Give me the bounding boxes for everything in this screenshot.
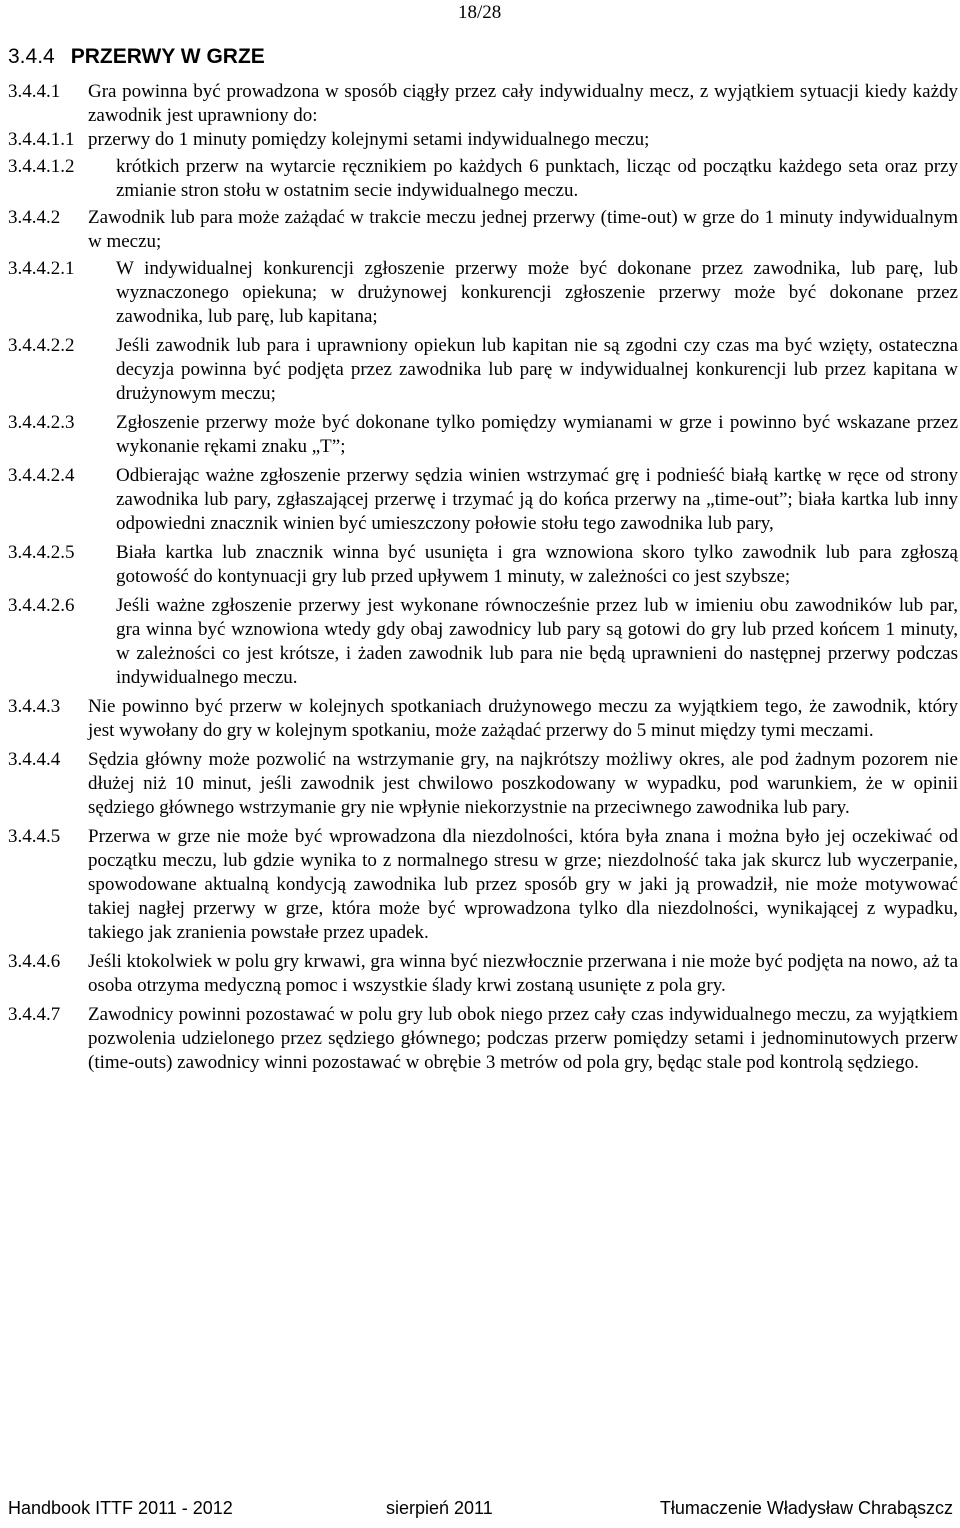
rule-paragraph (8, 80, 958, 128)
rule-text: Przerwa w grze nie może być wprowadzona dla niezdolności, która była znana i można było jej oczekiwać od początku meczu, lub gdzie wynika to z normalnego stresu w grze; niezdolność taka jak skurcz lub wyczerpanie, spowodowane aktualną kondycją zawodnika lub przez sposób gry w jaki ją prowadził, nie może motywować takiej nagłej przerwy w grze, która może być wprowadzona tylko dla niezdolności, wynikającej z wypadku, takiego jak zranienia powstałe przez upadek. (88, 826, 958, 943)
rule-paragraph (8, 1003, 958, 1075)
rule-number: 3.4.4.6 (8, 951, 61, 972)
rule-text: Nie powinno być przerw w kolejnych spotkaniach drużynowego meczu za wyjątkiem tego, że zawodnik, który jest wywołany do gry w kolejnym spotkaniu, może zażądać przerwy do 5 minut między tymi meczami. (88, 696, 958, 741)
rule-paragraph (8, 950, 958, 998)
rule-paragraph (8, 257, 958, 329)
rule-paragraph (8, 748, 958, 820)
rule-paragraph (8, 695, 958, 743)
rule-text: Sędzia główny może pozwolić na wstrzymanie gry, na najkrótszy możliwy okres, ale pod żadnym pozorem nie dłużej niż 10 minut, jeśli zawodnik jest chwilowo poszkodowany w wypadku, pod warunkiem, że w opinii sędziego głównego wstrzymanie gry nie wpłynie niekorzystnie na przeciwnego zawodnika lub pary. (88, 749, 958, 818)
rule-text: Zawodnik lub para może zażądać w trakcie meczu jednej przerwy (time-out) w grze do 1 minuty indywidualnym w meczu; (88, 207, 958, 252)
rule-paragraph (8, 411, 958, 459)
rule-paragraph (8, 464, 958, 536)
rule-number: 3.4.4.2.5 (8, 542, 75, 563)
rule-number: 3.4.4.5 (8, 826, 61, 847)
rule-paragraph (8, 128, 958, 152)
rule-paragraph (8, 334, 958, 406)
rule-text: Gra powinna być prowadzona w sposób ciągły przez cały indywidualny mecz, z wyjątkiem sytuacji kiedy każdy zawodnik jest uprawniony do: (88, 81, 958, 126)
rule-text: Odbierając ważne zgłoszenie przerwy sędzia winien wstrzymać grę i podnieść białą kartkę w ręce od strony zawodnika lub pary, zgłaszającej przerwę i trzymać ją do końca przerwy na „time-out”; biała kartka lub inny odpowiedni znacznik winien być umieszczony połowie stołu tego zawodnika lub pary, (116, 465, 958, 534)
section-number: 3.4.4 (8, 45, 55, 68)
rule-number: 3.4.4.2.1 (8, 258, 75, 279)
rule-paragraph (8, 155, 958, 203)
rule-number: 3.4.4.2.6 (8, 595, 75, 616)
rule-text: Jeśli ważne zgłoszenie przerwy jest wykonane równocześnie przez lub w imieniu obu zawodników lub par, gra winna być wznowiona wtedy gdy obaj zawodnicy lub pary są gotowi do gry lub przed końcem 1 minuty, w zależności co jest krótsze, i żaden zawodnik lub para nie będą uprawnieni do następnej przerwy podczas indywidualnego meczu. (116, 595, 958, 688)
rule-number: 3.4.4.2.3 (8, 412, 75, 433)
rule-text: przerwy do 1 minuty pomiędzy kolejnymi setami indywidualnego meczu; (88, 129, 650, 150)
rule-paragraph (8, 594, 958, 690)
rule-text: Zawodnicy powinni pozostawać w polu gry lub obok niego przez cały czas indywidualnego meczu, za wyjątkiem pozwolenia udzielonego przez sędziego głównego; podczas przerw pomiędzy setami i jednominutowych przerw (time-outs) zawodnicy winni pozostawać w obrębie 3 metrów od pola gry, będąc stale pod kontrolą sędziego. (88, 1004, 958, 1073)
rule-number: 3.4.4.7 (8, 1004, 61, 1025)
rule-paragraph (8, 825, 958, 945)
section-title: PRZERWY W GRZE (70, 45, 265, 68)
rules-body (8, 80, 958, 1075)
footer-handbook-title: Handbook ITTF 2011 - 2012 (8, 1498, 233, 1518)
rule-text: Zgłoszenie przerwy może być dokonane tylko pomiędzy wymianami w grze i powinno być wskazane przez wykonanie rękami znaku „T”; (116, 412, 958, 457)
rule-paragraph (8, 206, 958, 254)
rule-text: Jeśli zawodnik lub para i uprawniony opiekun lub kapitan nie są zgodni czy czas ma być wzięty, ostateczna decyzja powinna być podjęta przez zawodnika lub parę w indywidualnej konkurencji lub przez kapitana w drużynowym meczu; (116, 335, 958, 404)
footer-translator: Tłumaczenie Władysław Chrabąszcz (659, 1498, 953, 1518)
page-number: 18/28 (458, 2, 502, 23)
rule-number: 3.4.4.4 (8, 749, 61, 770)
rule-text: Jeśli ktokolwiek w polu gry krwawi, gra winna być niezwłocznie przerwana i nie może być podjęta na nowo, aż ta osoba otrzyma medyczną pomoc i wszystkie ślady krwi zostaną usunięte z pola gry. (88, 951, 959, 996)
rule-number: 3.4.4.1.1 (8, 129, 75, 150)
footer-date: sierpień 2011 (386, 1498, 493, 1518)
rule-number: 3.4.4.3 (8, 696, 61, 717)
rule-number: 3.4.4.2 (8, 207, 61, 228)
rule-paragraph (8, 541, 958, 589)
rule-text: W indywidualnej konkurencji zgłoszenie przerwy może być dokonane przez zawodnika, lub parę, lub wyznaczonego opiekuna; w drużynowej konkurencji zgłoszenie przerwy może być dokonane przez zawodnika, lub parę, lub kapitana; (116, 258, 958, 327)
rule-number: 3.4.4.2.2 (8, 335, 75, 356)
rule-text: Biała kartka lub znacznik winna być usunięta i gra wznowiona skoro tylko zawodnik lub para zgłoszą gotowość do kontynuacji gry lub przed upływem 1 minuty, w zależności co jest szybsze; (116, 542, 958, 587)
rule-number: 3.4.4.2.4 (8, 465, 75, 486)
rule-text: krótkich przerw na wytarcie ręcznikiem po każdych 6 punktach, licząc od początku każdego seta oraz przy zmianie stron stołu w ostatnim secie indywidualnego meczu. (116, 156, 958, 201)
section-heading (8, 45, 265, 69)
rule-number: 3.4.4.1 (8, 81, 61, 102)
rule-number: 3.4.4.1.2 (8, 156, 75, 177)
